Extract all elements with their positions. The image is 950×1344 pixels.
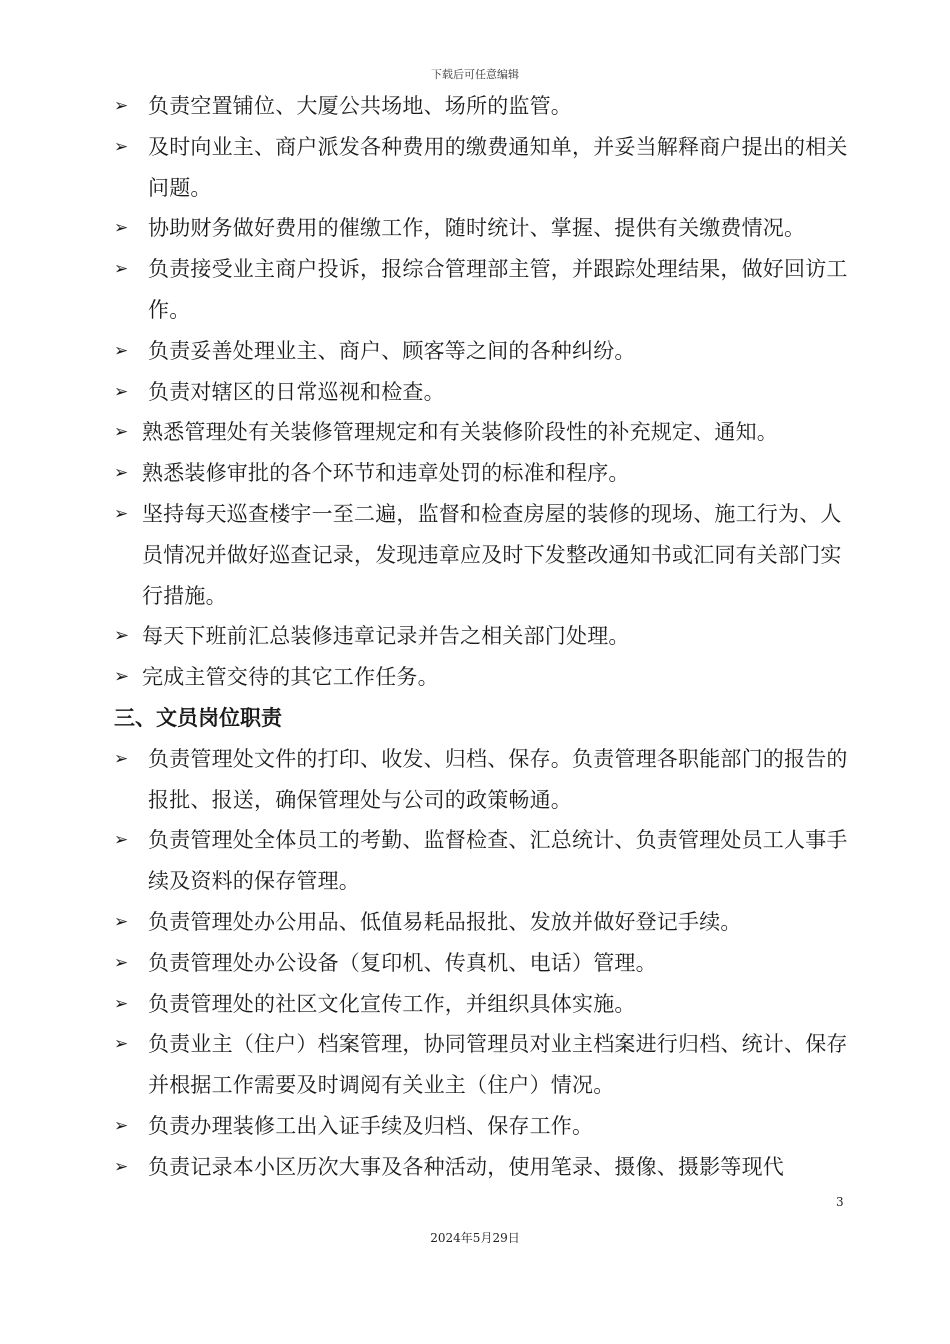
arrow-bullet-icon: ➢: [114, 218, 129, 239]
arrow-bullet-icon: ➢: [114, 1034, 129, 1055]
arrow-bullet-icon: ➢: [114, 748, 129, 769]
document-body: [112, 86, 857, 1188]
list-item-text: 负责管理处办公设备（复印机、传真机、电话）管理。: [148, 950, 657, 975]
list-item-text: 负责管理处办公用品、低值易耗品报批、发放并做好登记手续。: [148, 909, 742, 934]
list-item: [112, 739, 857, 821]
list-item: [112, 820, 857, 902]
arrow-bullet-icon: ➢: [114, 463, 129, 484]
list-item: [112, 494, 857, 616]
list-item: [112, 86, 857, 127]
list-item-text: 完成主管交待的其它工作任务。: [142, 665, 439, 690]
arrow-bullet-icon: ➢: [114, 259, 129, 280]
list-item-text: 负责对辖区的日常巡视和检查。: [148, 379, 445, 404]
list-item: [112, 453, 857, 494]
list-item-text: 坚持每天巡查楼宇一至二遍，监督和检查房屋的装修的现场、施工行为、人员情况并做好巡查记录，发现违章应及时下发整改通知书或汇同有关部门实行措施。: [142, 501, 842, 608]
list-item: [112, 984, 857, 1025]
arrow-bullet-icon: ➢: [114, 381, 129, 402]
page-header: 下载后可任意编辑: [431, 68, 519, 81]
list-item: [112, 943, 857, 984]
arrow-bullet-icon: ➢: [114, 666, 130, 688]
arrow-bullet-icon: ➢: [114, 503, 129, 524]
list-item: [112, 1147, 857, 1188]
list-item-text: 负责业主（住户）档案管理，协同管理员对业主档案进行归档、统计、保存并根据工作需要及时调阅有关业主（住户）情况。: [148, 1032, 848, 1098]
list-item-text: 负责管理处文件的打印、收发、归档、保存。负责管理各职能部门的报告的报批、报送，确保管理处与公司的政策畅通。: [148, 746, 848, 812]
list-item: [112, 127, 857, 209]
list-item: [112, 331, 857, 372]
list-item-text: 负责记录本小区历次大事及各种活动，使用笔录、摄像、摄影等现代: [148, 1154, 784, 1179]
list-item-text: 熟悉管理处有关装修管理规定和有关装修阶段性的补充规定、通知。: [142, 420, 778, 445]
list-item: [112, 657, 857, 698]
arrow-bullet-icon: ➢: [114, 1115, 129, 1136]
page-footer-date: 2024年5月29日: [430, 1231, 520, 1245]
arrow-bullet-icon: ➢: [114, 1156, 129, 1177]
page-number: 3: [836, 1195, 844, 1209]
list-item-text: 每天下班前汇总装修违章记录并告之相关部门处理。: [142, 624, 630, 649]
list-item-text: 负责管理处全体员工的考勤、监督检查、汇总统计、负责管理处员工人事手续及资料的保存管理。: [148, 828, 848, 894]
arrow-bullet-icon: ➢: [114, 952, 129, 973]
list-item-text: 负责办理装修工出入证手续及归档、保存工作。: [148, 1113, 594, 1138]
list-item: [112, 208, 857, 249]
list-item-text: 负责妥善处理业主、商户、顾客等之间的各种纠纷。: [148, 338, 636, 363]
arrow-bullet-icon: ➢: [114, 340, 129, 361]
arrow-bullet-icon: ➢: [114, 96, 129, 116]
list-item: [112, 412, 857, 453]
arrow-bullet-icon: ➢: [114, 625, 130, 647]
arrow-bullet-icon: ➢: [114, 422, 129, 443]
list-item-text: 负责管理处的社区文化宣传工作，并组织具体实施。: [148, 991, 636, 1016]
list-item-text: 协助财务做好费用的催缴工作，随时统计、掌握、提供有关缴费情况。: [148, 216, 806, 241]
list-item: [112, 616, 857, 657]
list-item: [112, 902, 857, 943]
list-item-text: 负责接受业主商户投诉，报综合管理部主管，并跟踪处理结果，做好回访工作。: [148, 257, 848, 322]
arrow-bullet-icon: ➢: [114, 911, 129, 932]
arrow-bullet-icon: ➢: [114, 993, 129, 1014]
list-item: [112, 249, 857, 331]
arrow-bullet-icon: ➢: [114, 830, 129, 851]
list-item-text: 及时向业主、商户派发各种费用的缴费通知单，并妥当解释商户提出的相关问题。: [148, 134, 848, 200]
list-item-text: 负责空置铺位、大厦公共场地、场所的监管。: [148, 94, 572, 118]
section-heading: 三、文员岗位职责: [114, 705, 282, 730]
list-item: [112, 1106, 857, 1147]
list-item-text: 熟悉装修审批的各个环节和违章处罚的标准和程序。: [142, 461, 630, 486]
list-item: [112, 372, 857, 413]
list-item: [112, 1024, 857, 1106]
arrow-bullet-icon: ➢: [114, 136, 129, 157]
